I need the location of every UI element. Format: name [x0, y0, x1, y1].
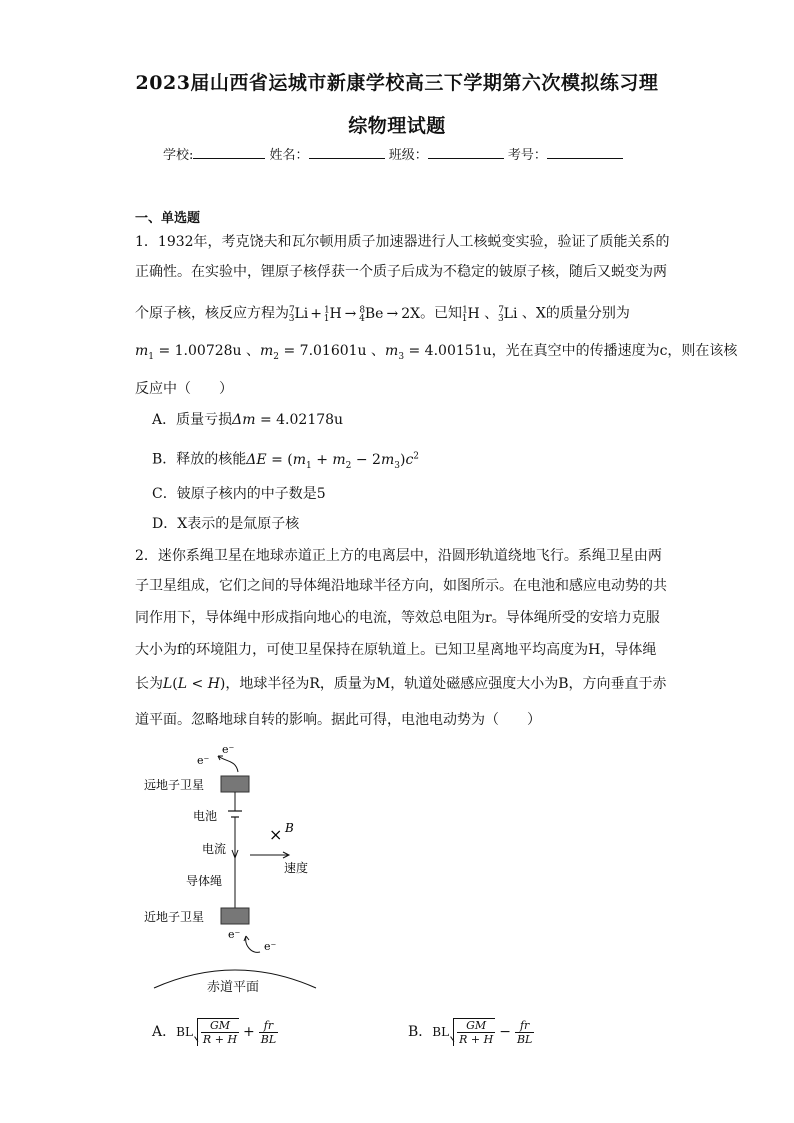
q1-line5: 反应中（ ） [135, 381, 233, 397]
q1-option-a[interactable]: A．质量亏损Δm = 4.02178u [152, 412, 344, 428]
exam-title-line1: 2023届山西省运城市新康学校高三下学期第六次模拟练习理 [135, 72, 659, 94]
q1-line3-mid: 。已知 [420, 305, 463, 322]
nuclear-equation: $^7_3$Li + $^1_1$H → $^8_4$Be → 2X [288, 305, 421, 325]
length-condition: L(L < H) [163, 676, 226, 692]
electron-path-top [218, 756, 238, 772]
q2-line6: 道平面。忽略地球自转的影响。据此可得，电池电动势为（ ） [135, 712, 541, 728]
isotopes: $^1_1$H 、$^7_3$Li [461, 305, 522, 325]
electron-arrowhead-bottom [244, 936, 249, 941]
near-satellite-label: 近地子卫星 [144, 910, 205, 924]
far-satellite-box [221, 776, 249, 792]
q1-line4-text: ，光在真空中的传播速度为c，则在该核 [491, 343, 738, 359]
exam-number-blank[interactable] [547, 146, 623, 159]
q2-option-b[interactable]: B．BL $\frac{GM}{R + H}$ − $\frac{fr}{BL}$ [408, 1018, 533, 1046]
field-label: B [285, 821, 294, 835]
q1-line3-end: 、X的质量分别为 [521, 305, 630, 322]
electron-label-top2: e⁻ [197, 754, 210, 767]
q1-option-b[interactable]: B．释放的核能$\Delta E = (m_1 + m_2 - 2m_3)c^2$ [152, 451, 420, 471]
class-label: 班级： [388, 148, 428, 163]
tether-label: 导体绳 [186, 874, 223, 888]
school-blank[interactable] [193, 146, 265, 159]
q1-option-d[interactable]: D．X表示的是氚原子核 [152, 516, 300, 532]
q2-line1: 2．迷你系绳卫星在地球赤道正上方的电离层中，沿圆形轨道绕地飞行。系绳卫星由两 [135, 548, 662, 564]
q1-line1: 1．1932年，考克饶夫和瓦尔顿用质子加速器进行人工核蜕变实验，验证了质能关系的 [135, 234, 670, 250]
q1-line4 [135, 341, 737, 367]
far-satellite-label: 远地子卫星 [144, 778, 205, 792]
q1-line3 [135, 300, 630, 329]
q1-option-c[interactable]: C．铍原子核内的中子数是5 [152, 486, 326, 502]
exam-title-line2: 综物理试题 [348, 115, 446, 137]
exam-number-label: 考号： [507, 148, 547, 163]
q2-line2: 子卫星组成，它们之间的导体绳沿地球半径方向，如图所示。在电池和感应电动势的共 [135, 578, 667, 594]
mass-values: $m_1 = 1.00728u$ 、$m_2 = 7.01601u$ 、$m_3 = 4.00151u$ [135, 343, 492, 362]
name-label: 姓名： [269, 148, 309, 163]
electron-label-bottom2: e⁻ [264, 940, 277, 953]
q2-line5: 长为L(L < H)，地球半径为R，质量为M，轨道处磁感应强度大小为B，方向垂直于赤 [135, 676, 667, 692]
equator-label: 赤道平面 [207, 980, 260, 995]
electron-label-top: e⁻ [222, 743, 235, 756]
name-blank[interactable] [309, 146, 385, 159]
electron-label-bottom: e⁻ [228, 928, 241, 941]
velocity-label: 速度 [284, 861, 309, 875]
class-blank[interactable] [428, 146, 504, 159]
q1-line2: 正确性。在实验中，锂原子核俘获一个质子后成为不稳定的铍原子核，随后又蜕变为两 [135, 264, 667, 280]
near-satellite-box [221, 908, 249, 924]
school-label: 学校: [163, 148, 194, 163]
current-label: 电流 [202, 842, 227, 856]
q2-line4: 大小为f的环境阻力，可使卫星保持在原轨道上。已知卫星离地平均高度为H，导体绳 [135, 642, 657, 658]
q2-line3: 同作用下，导体绳中形成指向地心的电流，等效总电阻为r。导体绳所受的安培力克服 [135, 610, 660, 626]
battery-label: 电池 [193, 809, 218, 823]
field-cross-icon: × [269, 825, 283, 844]
q2-option-a[interactable]: A．BL $\frac{GM}{R + H}$ + $\frac{fr}{BL}$ [152, 1018, 277, 1046]
section-heading: 一、单选题 [135, 211, 201, 226]
student-info-row [163, 144, 623, 163]
tether-satellite-diagram [140, 740, 340, 995]
q1-line3-text: 个原子核，核反应方程为 [135, 305, 289, 322]
